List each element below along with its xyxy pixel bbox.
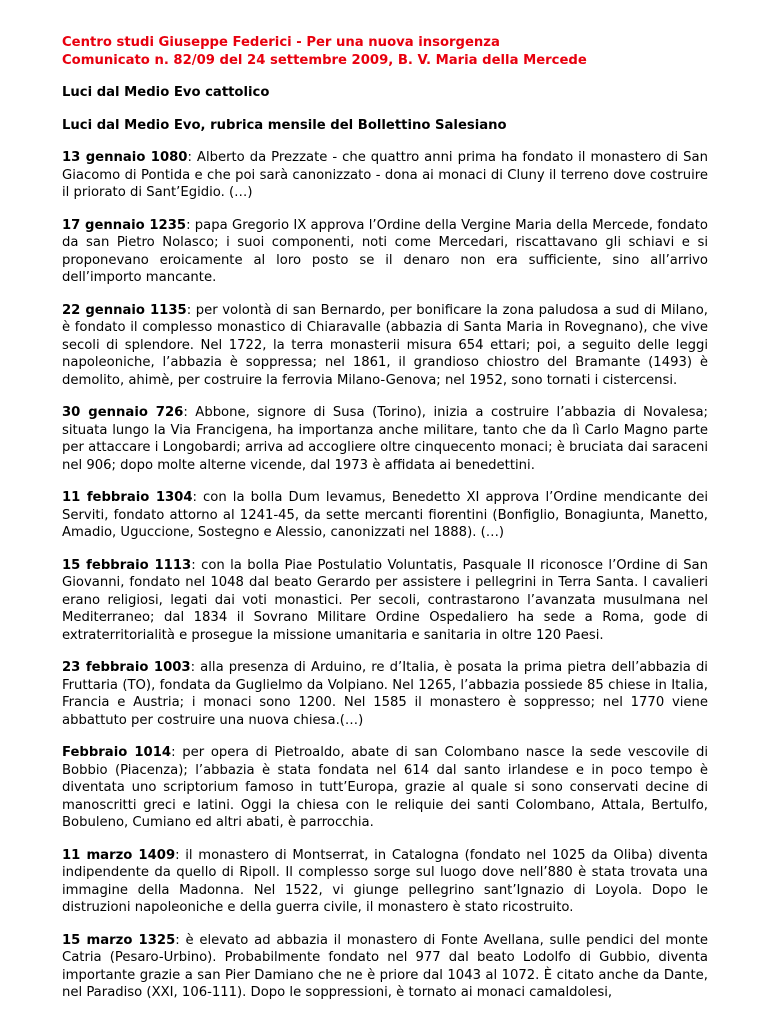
entry-text: : con la bolla Piae Postulatio Voluntatis, Pasquale II riconosce l’Ordine di San Giovanni, fondato nel 1048 dal beato Gerardo per assistere i pellegrini in Terra Santa. I cavalieri erano religiosi, legati dai voti monastici. Per secoli, contrastarono l’avanzata musulmana nel Mediterraneo; dal 1834 il Sovrano Militare Ordine Ospedaliero ha sede a Roma, gode di extraterritorialità e prosegue la missione umanitaria e sanitaria in oltre 120 Paesi. [62, 557, 708, 643]
entry-date: Febbraio 1014 [62, 745, 172, 760]
entry-text: : Alberto da Prezzate - che quattro anni prima ha fondato il monastero di San Giacomo di Pontida e che poi sarà canonizzato - dona ai monaci di Cluny il terreno dove costruire il priorato di Sant’Egidio. (…) [62, 150, 708, 200]
entry-date: 13 gennaio 1080 [62, 150, 188, 165]
entry [62, 932, 708, 1002]
entry [62, 404, 708, 474]
entry [62, 217, 708, 287]
entry-text: : papa Gregorio IX approva l’Ordine della Vergine Maria della Mercede, fondato da san Pietro Nolasco; i suoi componenti, noti come Mercedari, riscattavano gli schiavi e si proponevano eroicamente al loro posto se il denaro non era sufficiente, sino all’arrivo dell’importo mancante. [62, 217, 708, 285]
entry-date: 17 gennaio 1235 [62, 217, 187, 233]
entry-text: : con la bolla Dum levamus, Benedetto XI approva l’Ordine mendicante dei Serviti, fondato attorno al 1241-45, da sette mercanti fiorentini (Bonfiglio, Bonagiunta, Manetto, Amadio, Uguccione, Sostegno e Alessio, canonizzati nel 1888). (…) [62, 490, 708, 540]
entry-date: 15 febbraio 1113 [62, 557, 192, 573]
document-header [62, 34, 708, 69]
entry-text: : alla presenza di Arduino, re d’Italia, è posata la prima pietra dell’abbazia di Fruttaria (TO), fondata da Guglielmo da Volpiano. Nel 1265, l’abbazia possiede 85 chiese in Italia, Francia e Austria; i monaci sono 1200. Nel 1585 il monastero è soppresso; nel 1770 viene abbattuto per costruire una nuova chiesa.(…) [62, 660, 708, 728]
entry-text: : il monastero di Montserrat, in Catalogna (fondato nel 1025 da Oliba) diventa indipendente da quello di Ripoll. Il complesso sorge sul luogo dove nell’880 è stata trovata una immagine della Madonna. Nel 1522, vi giunge pellegrino sant’Ignazio di Loyola. Dopo le distruzioni napoleoniche e della guerra civile, il monastero è stato ricostruito. [62, 847, 708, 915]
entry [62, 489, 708, 542]
header-line-1: Centro studi Giuseppe Federici - Per una nuova insorgenza [62, 35, 500, 50]
document-title: Luci dal Medio Evo cattolico [62, 85, 270, 100]
entry-date: 30 gennaio 726 [62, 405, 184, 420]
document-subtitle: Luci dal Medio Evo, rubrica mensile del Bollettino Salesiano [62, 117, 507, 133]
entry-date: 15 marzo 1325 [62, 932, 176, 948]
document-page [62, 34, 708, 1017]
entry [62, 149, 708, 202]
entry-date: 22 gennaio 1135 [62, 302, 187, 318]
entry-text: : è elevato ad abbazia il monastero di Fonte Avellana, sulle pendici del monte Catria (Pesaro-Urbino). Probabilmente fondato nel 977 dal beato Lodolfo di Gubbio, diventa importante grazie a san Pier Damiano che ne è priore dal 1043 al 1072. È citato anche da Dante, nel Paradiso (XXI, 106-111). Dopo le soppressioni, è tornato ai monaci camaldolesi, [62, 932, 708, 1000]
entry-text: : per volontà di san Bernardo, per bonificare la zona paludosa a sud di Milano, è fondato il complesso monastico di Chiaravalle (abbazia di Santa Maria in Rovegnano), che vive secoli di splendore. Nel 1722, la terra monasterii misura 654 ettari; poi, a seguito delle leggi napoleoniche, l’abbazia è soppressa; nel 1861, il grandioso chiostro del Bramante (1493) è demolito, ahimè, per costruire la ferrovia Milano-Genova; nel 1952, sono tornati i cistercensi. [62, 302, 708, 388]
entry-text: : per opera di Pietroaldo, abate di san Colombano nasce la sede vescovile di Bobbio (Piacenza); l’abbazia è stata fondata nel 614 dal santo irlandese e in poco tempo è diventata uno scriptorium famoso in tutt’Europa, grazie al quale si sono conservati decine di manoscritti greci e latini. Oggi la chiesa con le reliquie dei santi Colombano, Attala, Bertulfo, Bobuleno, Cumiano ed altri abati, è parrocchia. [62, 745, 709, 830]
entry-date: 23 febbraio 1003 [62, 660, 191, 675]
entry [62, 302, 708, 390]
entry [62, 847, 708, 917]
entry-text: : Abbone, signore di Susa (Torino), inizia a costruire l’abbazia di Novalesa; situata lungo la Via Francigena, ha importanza anche militare, tanto che da lì Carlo Magno parte per attaccare i Longobardi; arriva ad accogliere oltre cinquecento monaci; è bruciata dai saraceni nel 906; dopo molte alterne vicende, dal 1973 è affidata ai benedettini. [62, 405, 709, 473]
entry [62, 557, 708, 645]
entry-date: 11 febbraio 1304 [62, 490, 193, 505]
entry-date: 11 marzo 1409 [62, 847, 176, 863]
header-line-2: Comunicato n. 82/09 del 24 settembre 2009, B. V. Maria della Mercede [62, 52, 587, 68]
entry [62, 744, 708, 832]
entry [62, 659, 708, 729]
